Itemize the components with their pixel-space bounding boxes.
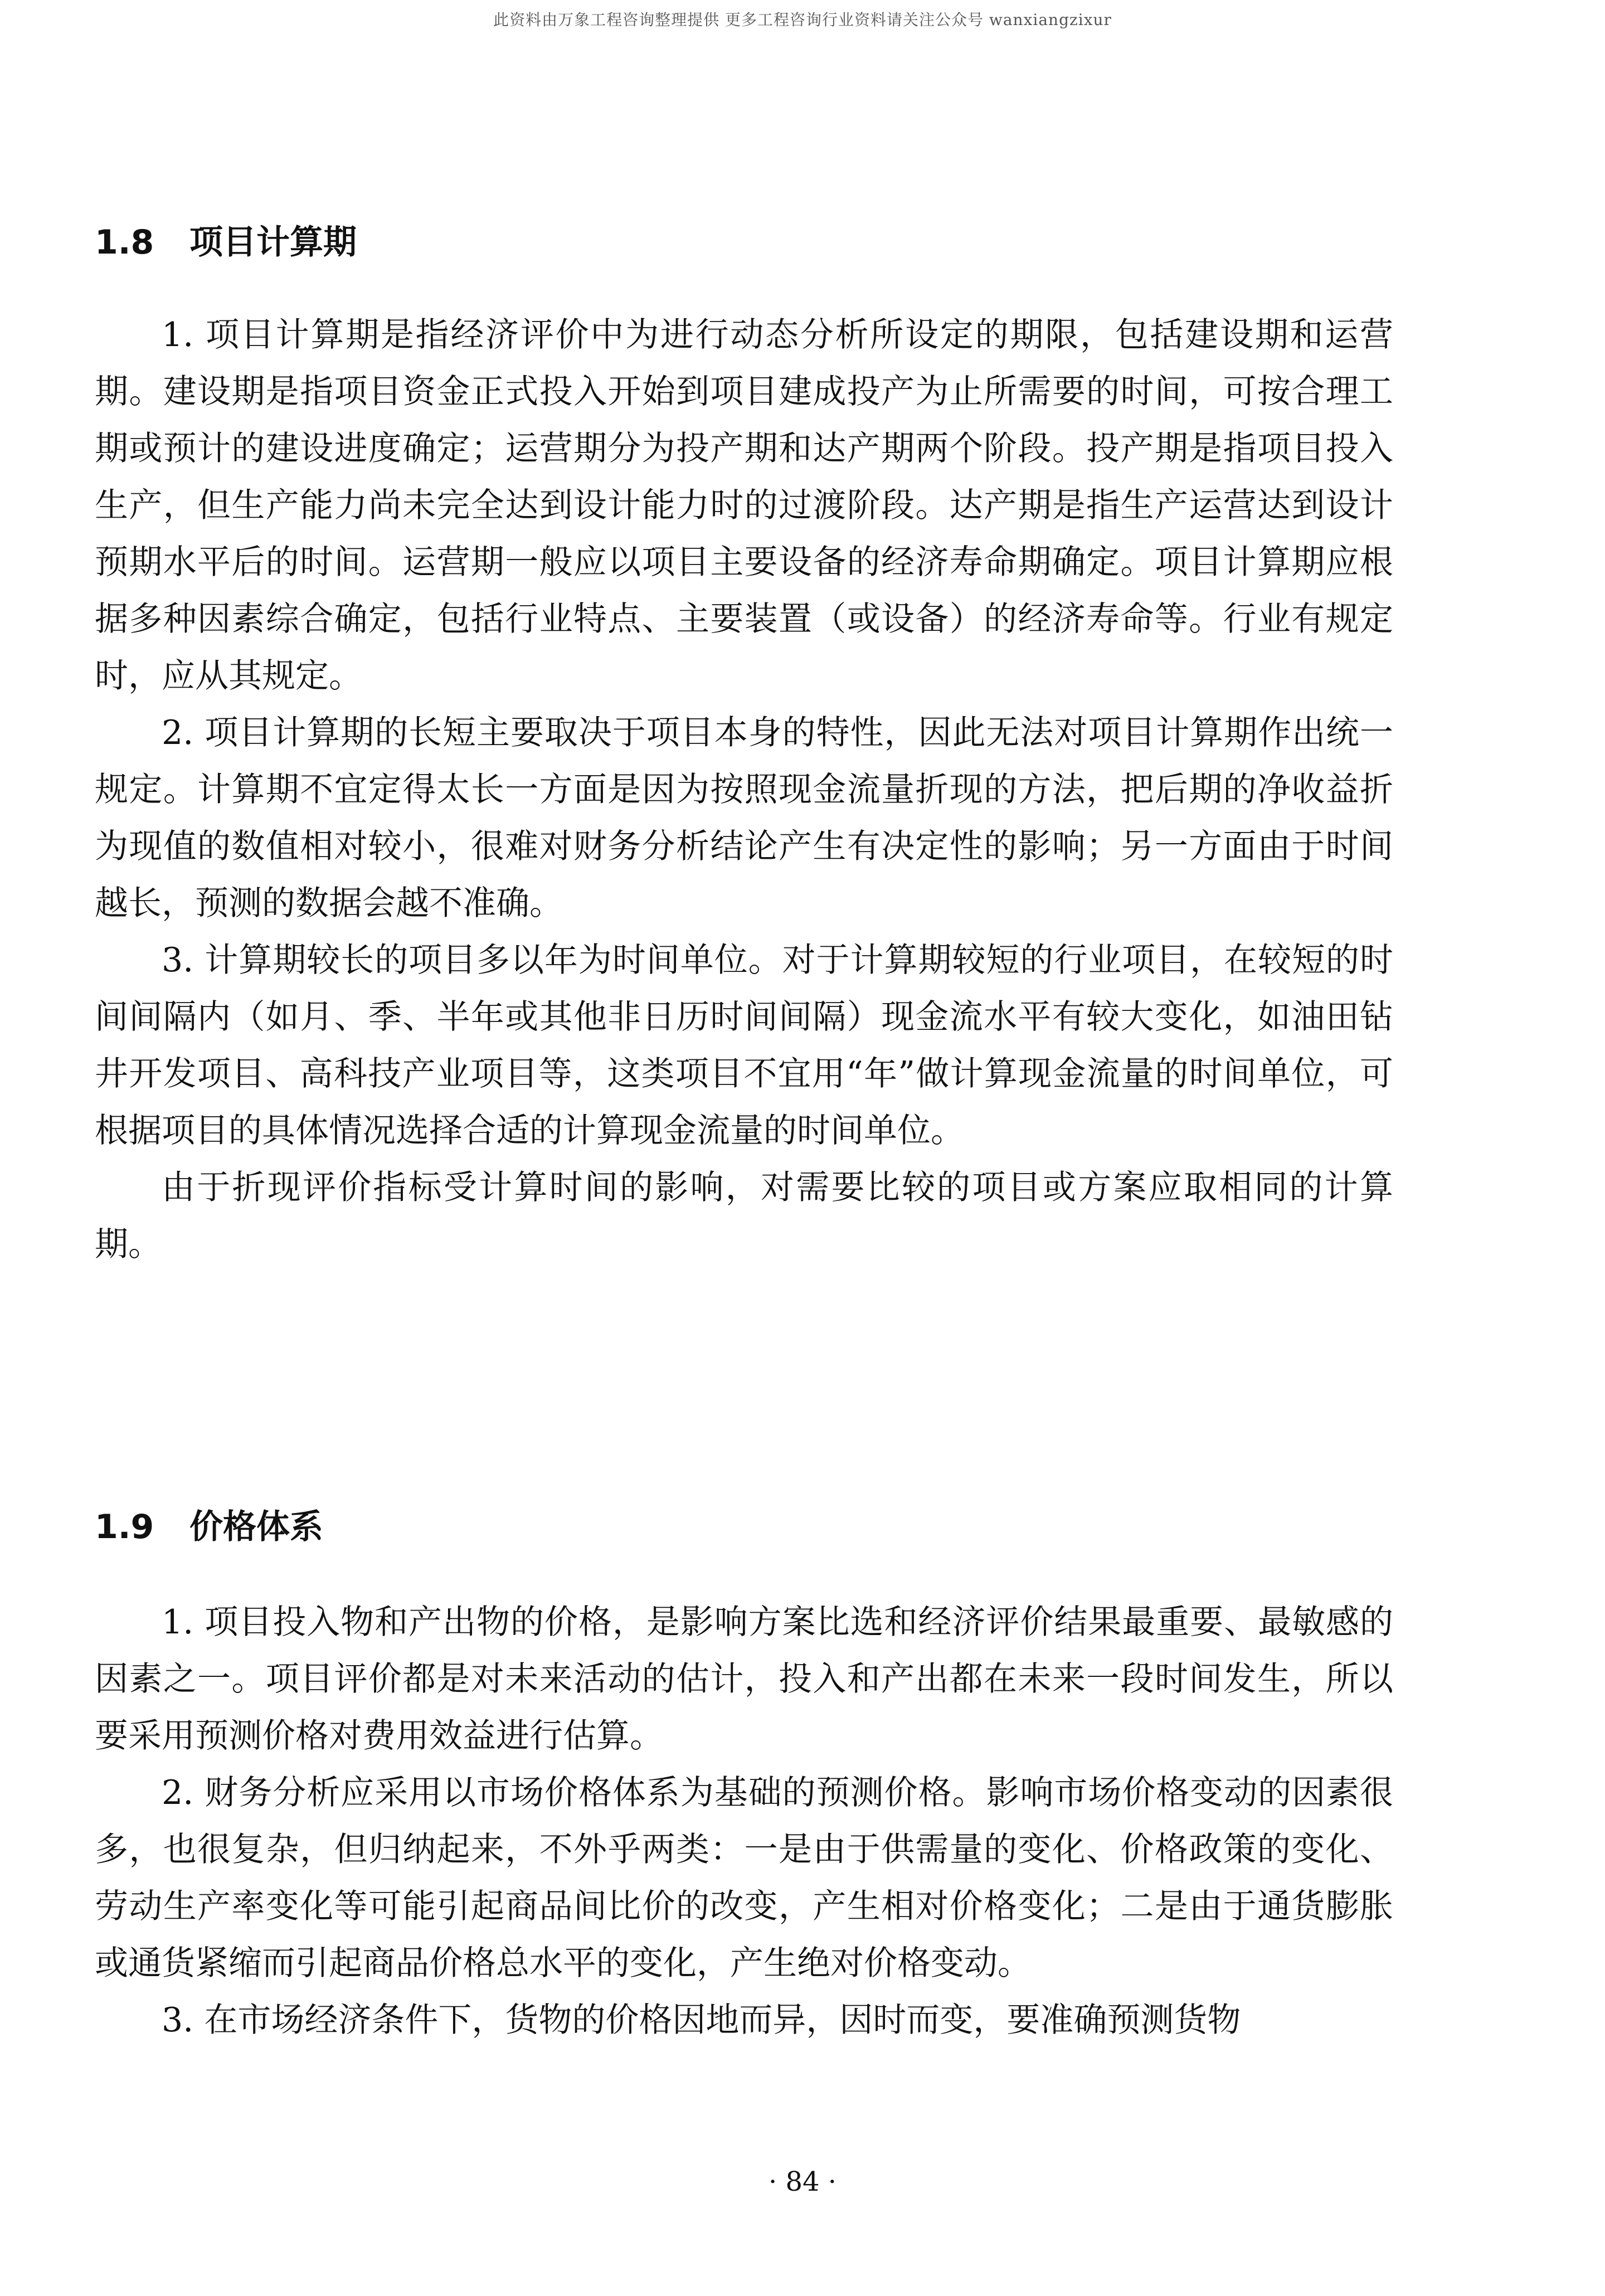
section-body-1-8 [95,307,1393,1273]
section-heading-1-9 [95,1505,323,1549]
paragraph: 1. 项目投入物和产出物的价格，是影响方案比选和经济评价结果最重要、最敏感的因素之一。项目评价都是对未来活动的估计，投入和产出都在未来一段时间发生，所以要采用预测价格对费用效益进行估算。 [95,1603,1393,1755]
header-watermark: 此资料由万象工程咨询整理提供 更多工程咨询行业资料请关注公众号 wanxiangzixur [493,11,1112,29]
paragraph: 1. 项目计算期是指经济评价中为进行动态分析所设定的期限，包括建设期和运营期。建设期是指项目资金正式投入开始到项目建成投产为止所需要的时间，可按合理工期或预计的建设进度确定；运营期分为投产期和达产期两个阶段。投产期是指项目投入生产，但生产能力尚未完全达到设计能力时的过渡阶段。达产期是指生产运营达到设计预期水平后的时间。运营期一般应以项目主要设备的经济寿命期确定。项目计算期应根据多种因素综合确定，包括行业特点、主要装置（或设备）的经济寿命等。行业有规定时，应从其规定。 [95,315,1393,695]
paragraph: 3. 计算期较长的项目多以年为时间单位。对于计算期较短的行业项目，在较短的时间间隔内（如月、季、半年或其他非日历时间间隔）现金流水平有较大变化，如油田钻井开发项目、高科技产业项目等，这类项目不宜用“年”做计算现金流量的时间单位，可根据项目的具体情况选择合适的计算现金流量的时间单位。 [95,941,1393,1150]
paragraph: 2. 项目计算期的长短主要取决于项目本身的特性，因此无法对项目计算期作出统一规定。计算期不宜定得太长一方面是因为按照现金流量折现的方法，把后期的净收益折为现值的数值相对较小，很难对财务分析结论产生有决定性的影响；另一方面由于时间越长，预测的数据会越不准确。 [95,713,1393,923]
paragraph: 3. 在市场经济条件下，货物的价格因地而异，因时而变，要准确预测货物 [162,2001,1241,2040]
section-body-1-9 [95,1594,1393,2049]
section-number: 1.9 [95,1507,154,1546]
paragraph: 2. 财务分析应采用以市场价格体系为基础的预测价格。影响市场价格变动的因素很多，也很复杂，但归纳起来，不外乎两类：一是由于供需量的变化、价格政策的变化、劳动生产率变化等可能引起商品间比价的改变，产生相对价格变化；二是由于通货膨胀或通货紧缩而引起商品价格总水平的变化，产生绝对价格变动。 [95,1773,1393,1983]
paragraph: 由于折现评价指标受计算时间的影响，对需要比较的项目或方案应取相同的计算期。 [95,1168,1393,1264]
section-title: 项目计算期 [189,223,357,262]
section-heading-1-8 [95,220,357,265]
section-title: 价格体系 [189,1507,323,1546]
section-number: 1.8 [95,223,154,262]
page-number: · 84 · [768,2166,837,2197]
